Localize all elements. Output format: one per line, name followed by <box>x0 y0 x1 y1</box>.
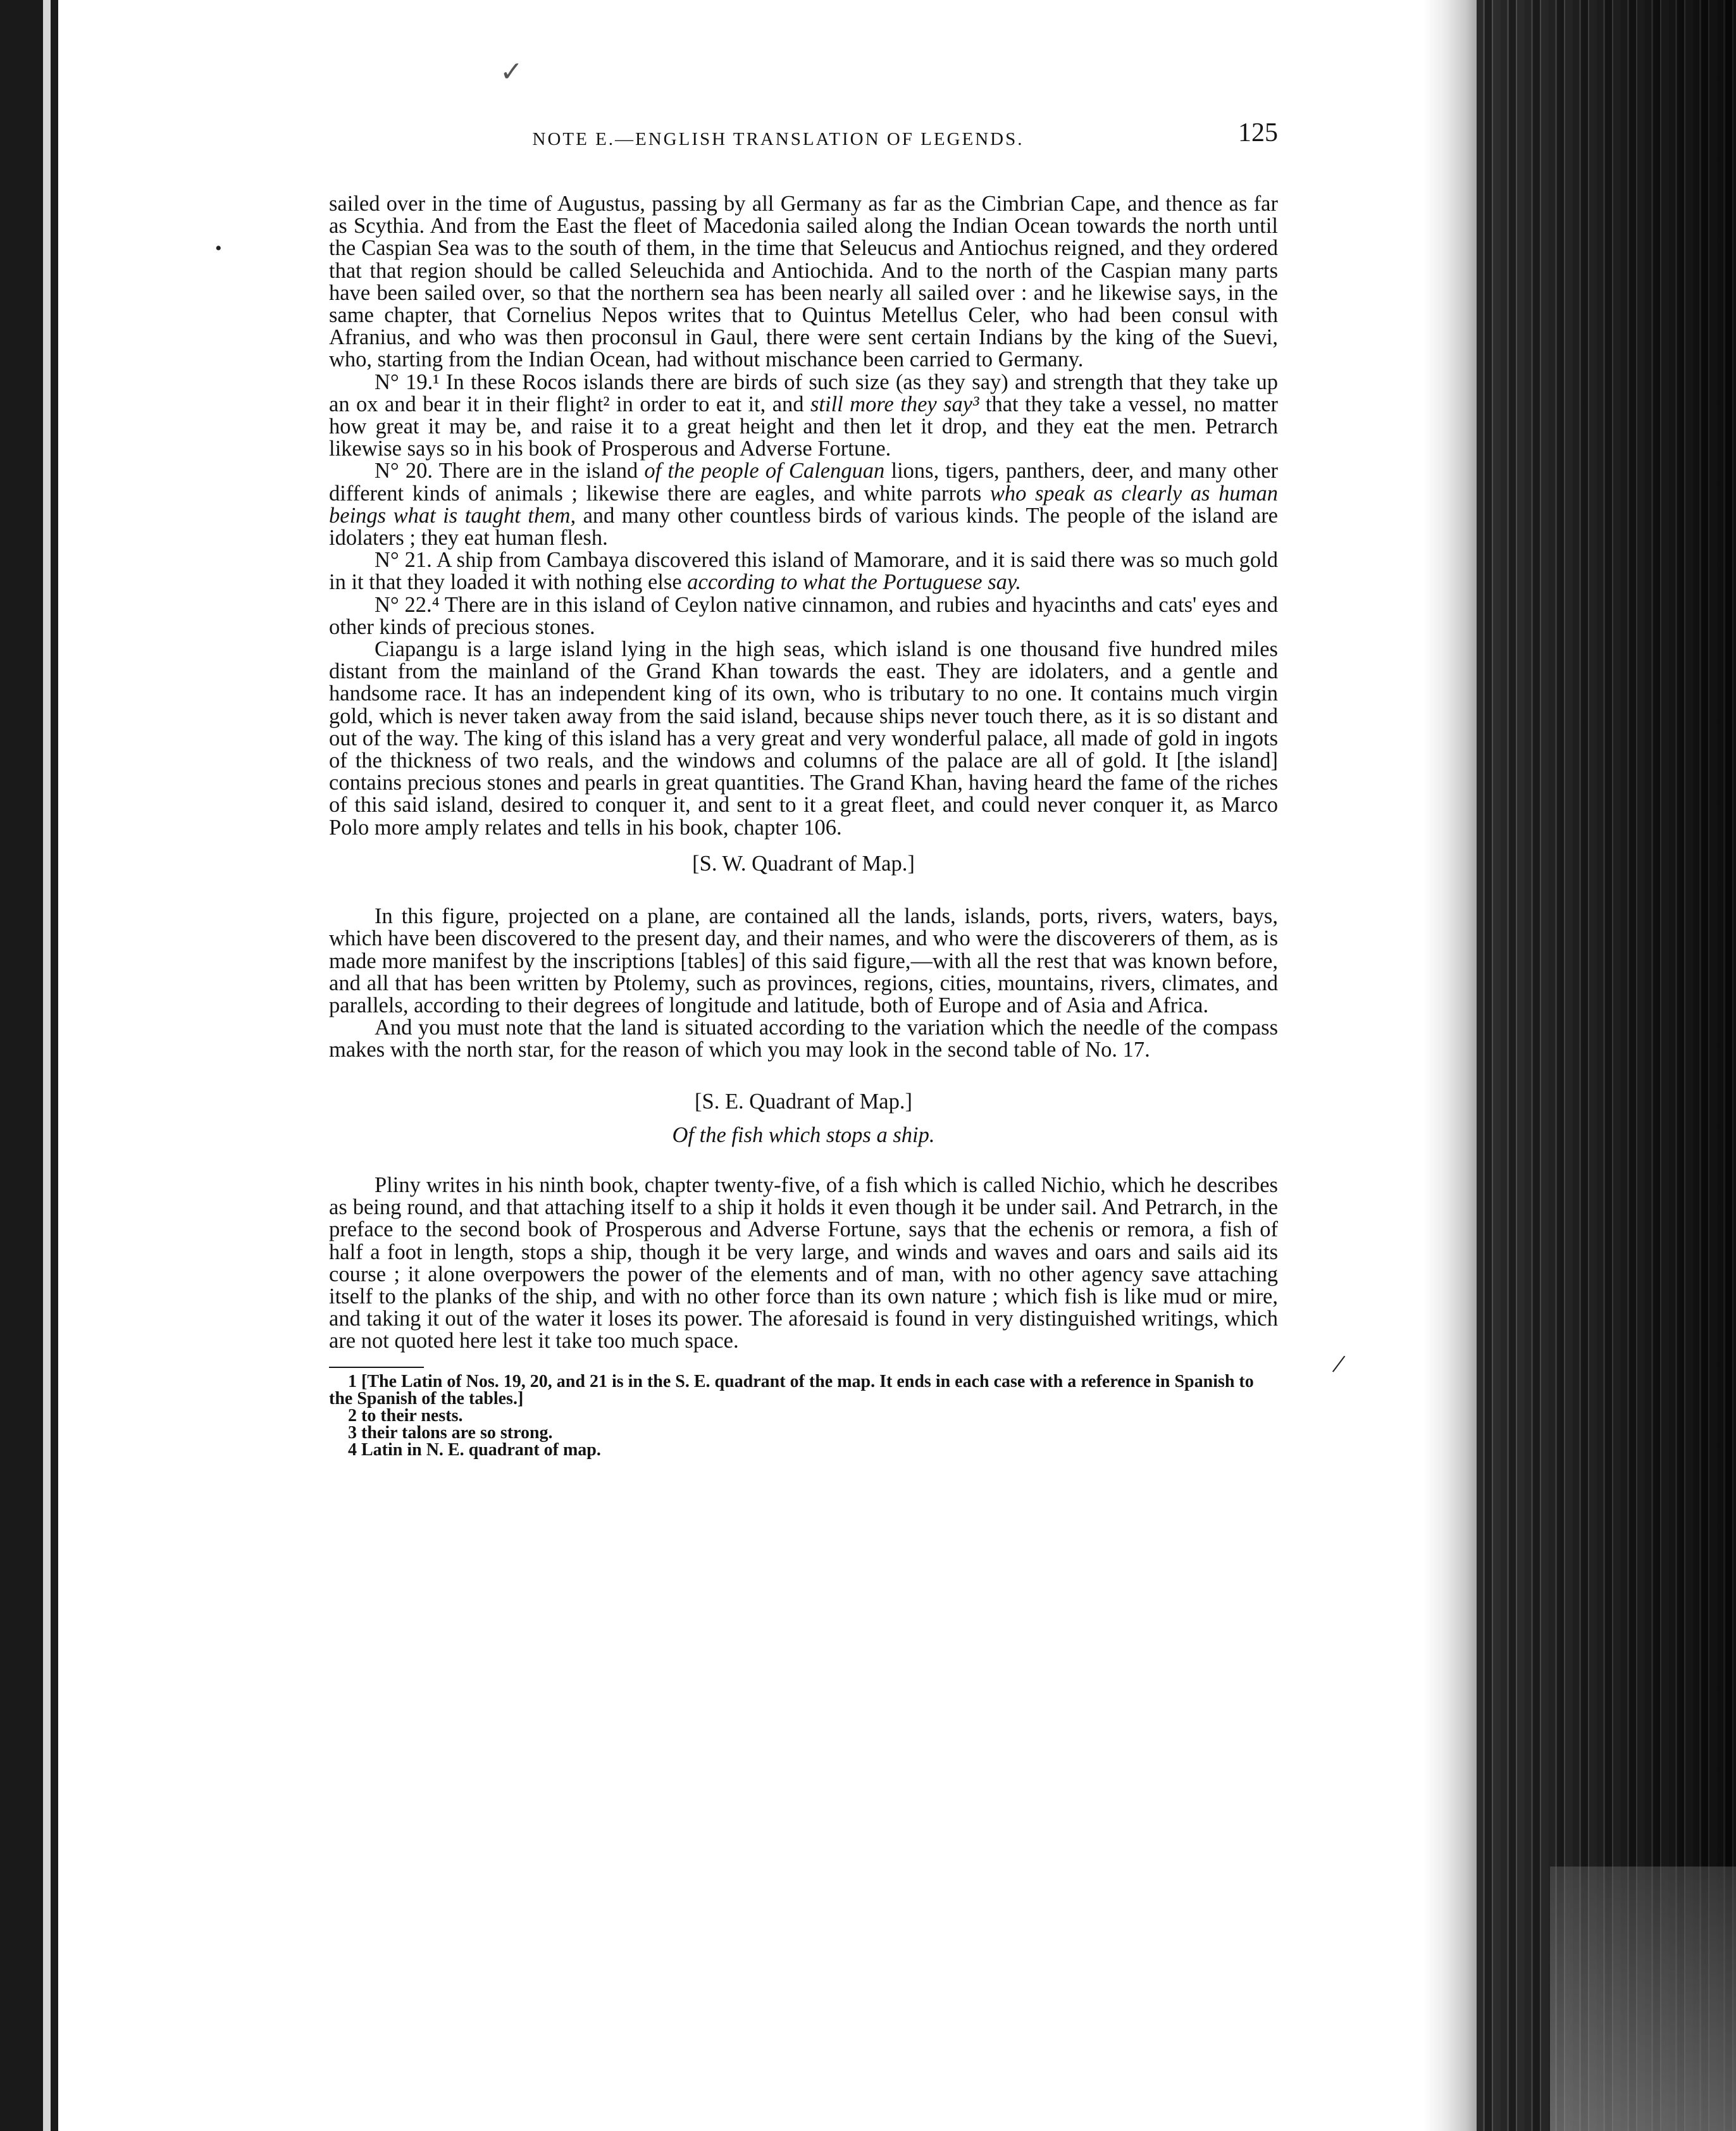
paragraph-no-22 <box>329 594 1278 638</box>
running-head: NOTE E.—ENGLISH TRANSLATION OF LEGENDS. <box>532 129 1024 149</box>
paragraph-no-20 <box>329 460 1278 549</box>
paragraph-text: In these Rocos islands there are birds of such size (as they say) and strength that they take up an ox and bear it in their flight² in order to eat it, and <box>329 370 1278 416</box>
book-page <box>329 108 1278 2056</box>
paragraph-text: A ship from Cambaya discovered this island of Mamorare, and it is said there was so much gold in it that they loaded it with nothing else <box>329 548 1278 595</box>
book-page-stack-shade <box>1477 0 1736 2131</box>
footnote-4: 4 Latin in N. E. quadrant of map. <box>348 1439 601 1460</box>
paragraph-label: N° 19.¹ <box>375 370 440 394</box>
page-number: 125 <box>1238 118 1278 147</box>
paragraph-italic: of the people of Calenguan <box>644 459 885 483</box>
margin-dot-mark: • <box>215 238 222 259</box>
paragraph-fish: Pliny writes in his ninth book, chapter twenty-five, of a fish which is called Nichio, which he describes as being round, and that attaching itself to a ship it holds it even though it be under sail. And Petrarch, in the preface to the second book of Prosperous and Adverse Fortune, says that the echenis or remora, a fish of half a foot in length, stops a ship, though it be very large, and winds and waves and oars and sails aid its course ; it alone overpowers the power of the elements and of man, with no other agency save attaching itself to the planks of the ship, and with no other force than its own nature ; which fish is like mud or mire, and taking it out of the water it loses its power. The aforesaid is found in very distinguished writings, which are not quoted here lest it take too much space. <box>329 1172 1278 1353</box>
paragraph-no-19 <box>329 371 1278 461</box>
paragraph-sw-compass: And you must note that the land is situated according to the variation which the needle of the compass makes with the north star, for the reason of which you may look in the second table of No. 17. <box>329 1016 1278 1062</box>
footnote-2: 2 to their nests. <box>348 1405 463 1426</box>
paragraph-italic: still more they say³ <box>810 392 979 416</box>
paragraph-label: N° 21. <box>375 548 432 573</box>
section-heading-sw-quadrant: [S. W. Quadrant of Map.] <box>692 851 915 876</box>
section-subheading-fish: Of the fish which stops a ship. <box>672 1122 935 1147</box>
paragraph-label: N° 22.⁴ <box>375 592 440 617</box>
margin-slash-mark: / <box>1330 1348 1348 1380</box>
paragraph-text: There are in the island <box>433 459 645 483</box>
paragraph-label: N° 20. <box>375 459 433 483</box>
paragraph-italic: who speak as clearly as human beings what is taught them, <box>329 481 1278 528</box>
paragraph-text: lions, tigers, panthers, deer, and many other different kinds of animals ; likewise there are eagles, and white parrots <box>329 459 1278 506</box>
section-heading-se-quadrant: [S. E. Quadrant of Map.] <box>695 1089 912 1114</box>
page-body <box>329 193 1278 1458</box>
paragraph-ciapangu: Ciapangu is a large island lying in the high seas, which island is one thousand five hundred miles distant from the mainland of the Grand Khan towards the east. They are idolaters, and a gentle and handsome race. It has an independent king of its own, who is tributary to no one. It contains much virgin gold, which is never taken away from the said island, because ships never touch there, as it is so distant and out of the way. The king of this island has a very great and very wonderful palace, all made of gold in ingots of the thickness of two reals, and the windows and columns of the palace are all of gold. It [the island] contains precious stones and pearls in great quantities. The Grand Khan, having heard the fame of the riches of this said island, desired to conquer it, and sent to it a great fleet, and could never conquer it, as Marco Polo more amply relates and tells in his book, chapter 106. <box>329 637 1278 840</box>
left-page-edge-highlight <box>43 0 51 2131</box>
paragraph-continuation: sailed over in the time of Augustus, passing by all Germany as far as the Cimbrian Cape, and thence as far as Scythia. And from the East the fleet of Macedonia sailed along the Indian Ocean towards the north until the Caspian Sea was to the south of them, in the time that Seleucus and Antiochus reigned, and they ordered that that region should be called Seleuchida and Antiochida. And to the north of the Caspian many parts have been sailed over, so that the northern sea has been nearly all sailed over : and he likewise says, in the same chapter, that Cornelius Nepos writes that to Quintus Metellus Celer, who had been consul with Afranius, and who was then proconsul in Gaul, there were sent certain Indians by the king of the Suevi, who, starting from the Indian Ocean, had without mischance been carried to Germany. <box>329 192 1278 372</box>
footnote-rule <box>329 1367 424 1368</box>
paragraph-no-21 <box>329 549 1278 593</box>
footnote-1: 1 [The Latin of Nos. 19, 20, and 21 is in the S. E. quadrant of the map. It ends in each case with a reference in Spanish to the Spanish of the tables.] <box>329 1371 1254 1408</box>
margin-pencil-mark: ✓ <box>500 56 523 87</box>
paragraph-text: that they take a vessel, no matter how great it may be, and raise it to a great height and then let it drop, and they eat the men. Petrarch likewise says so in his book of Prosperous and Adverse Fortune. <box>329 392 1278 461</box>
paragraph-sw-figure: In this figure, projected on a plane, are contained all the lands, islands, ports, rivers, waters, bays, which have been discovered to the present day, and their names, and who were the discoverers of them, as is made more manifest by the inscriptions [tables] of this said figure,—with all the rest that was known before, and all that has been written by Ptolemy, such as provinces, regions, cities, mountains, rivers, climates, and parallels, according to their degrees of longitude and latitude, both of Europe and of Asia and Africa. <box>329 904 1278 1017</box>
paragraph-text: There are in this island of Ceylon native cinnamon, and rubies and hyacinths and cats' eyes and other kinds of precious stones. <box>329 592 1278 639</box>
book-page-stack-bottom <box>1550 1867 1736 2131</box>
paragraph-italic: according to what the Portuguese say. <box>687 570 1021 595</box>
page-gutter-shadow <box>1423 0 1477 2131</box>
paragraph-text: and many other countless birds of various kinds. The people of the island are idolaters ; they eat human flesh. <box>329 503 1278 550</box>
footnote-3: 3 their talons are so strong. <box>348 1422 553 1443</box>
